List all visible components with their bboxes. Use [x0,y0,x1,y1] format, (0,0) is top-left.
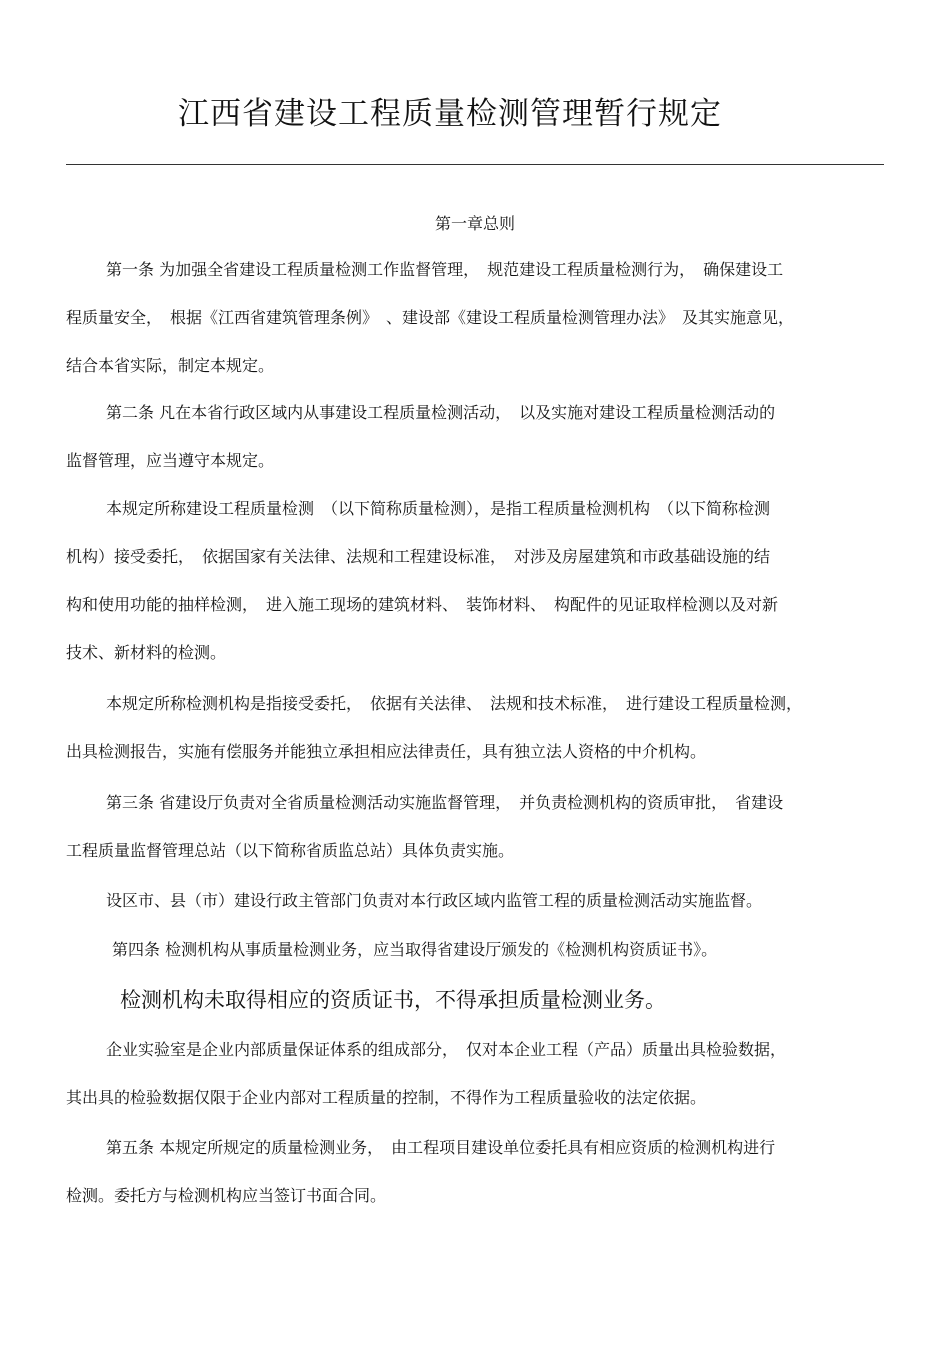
text-line: 企业实验室是企业内部质量保证体系的组成部分， 仅对本企业工程（产品）质量出具检验数据， [106,1040,787,1059]
text-line: 工程质量监督管理总站（以下简称省质监总站）具体负责实施。 [66,841,515,860]
text-line: 设区市、县（市）建设行政主管部门负责对本行政区域内监管工程的质量检测活动实施监督。 [106,891,763,910]
text-line: 第二条 凡在本省行政区域内从事建设工程质量检测活动， 以及实施对建设工程质量检测活动的 [106,403,776,422]
text-line: 监督管理，应当遵守本规定。 [66,451,275,470]
text-line: 技术、新材料的检测。 [66,643,227,662]
text-line: 构和使用功能的抽样检测， 进入施工现场的建筑材料、 装饰材料、 构配件的见证取样检测以及对新 [66,595,779,614]
article-2-paragraph [66,389,884,485]
text-line: 其出具的检验数据仅限于企业内部对工程质量的控制，不得作为工程质量验收的法定依据。 [66,1088,707,1107]
text-line: 程质量安全， 根据《江西省建筑管理条例》 、建设部《建设工程质量检测管理办法》 及其实施意见， [66,308,795,327]
title-divider [66,164,884,165]
text-line: 第三条 省建设厅负责对全省质量检测活动实施监督管理， 并负责检测机构的资质审批， 省建设 [106,793,784,812]
definition-quality-inspection-paragraph [66,485,884,677]
text-line: 机构）接受委托， 依据国家有关法律、法规和工程建设标准， 对涉及房屋建筑和市政基础设施的结 [66,547,771,566]
text-line: 第一条 为加强全省建设工程质量检测工作监督管理， 规范建设工程质量检测行为， 确保建设工 [106,260,784,279]
enterprise-lab-paragraph [66,1026,884,1122]
text-line: 第五条 本规定所规定的质量检测业务， 由工程项目建设单位委托具有相应资质的检测机构进行 [106,1138,776,1157]
document-title: 江西省建设工程质量检测管理暂行规定 [178,96,722,132]
article-4-paragraph [66,926,884,974]
text-line: 本规定所称建设工程质量检测 （以下简称质量检测），是指工程质量检测机构 （以下简称检测 [106,499,771,518]
text-line: 本规定所称检测机构是指接受委托， 依据有关法律、 法规和技术标准， 进行建设工程质量检测， [106,694,803,713]
article-5-paragraph [66,1124,884,1220]
article-1-paragraph [66,246,884,390]
chapter-heading: 第一章总则 [434,214,515,233]
definition-inspection-agency-paragraph [66,680,884,776]
text-line: 检测。委托方与检测机构应当签订书面合同。 [66,1186,387,1205]
article-3-paragraph [66,779,884,875]
local-supervision-paragraph [66,877,884,925]
no-certificate-statement: 检测机构未取得相应的资质证书，不得承担质量检测业务。 [120,988,666,1012]
text-line: 结合本省实际，制定本规定。 [66,356,275,375]
text-line: 第四条 检测机构从事质量检测业务，应当取得省建设厅颁发的《检测机构资质证书》。 [112,940,718,959]
text-line: 出具检测报告，实施有偿服务并能独立承担相应法律责任，具有独立法人资格的中介机构。 [66,742,707,761]
